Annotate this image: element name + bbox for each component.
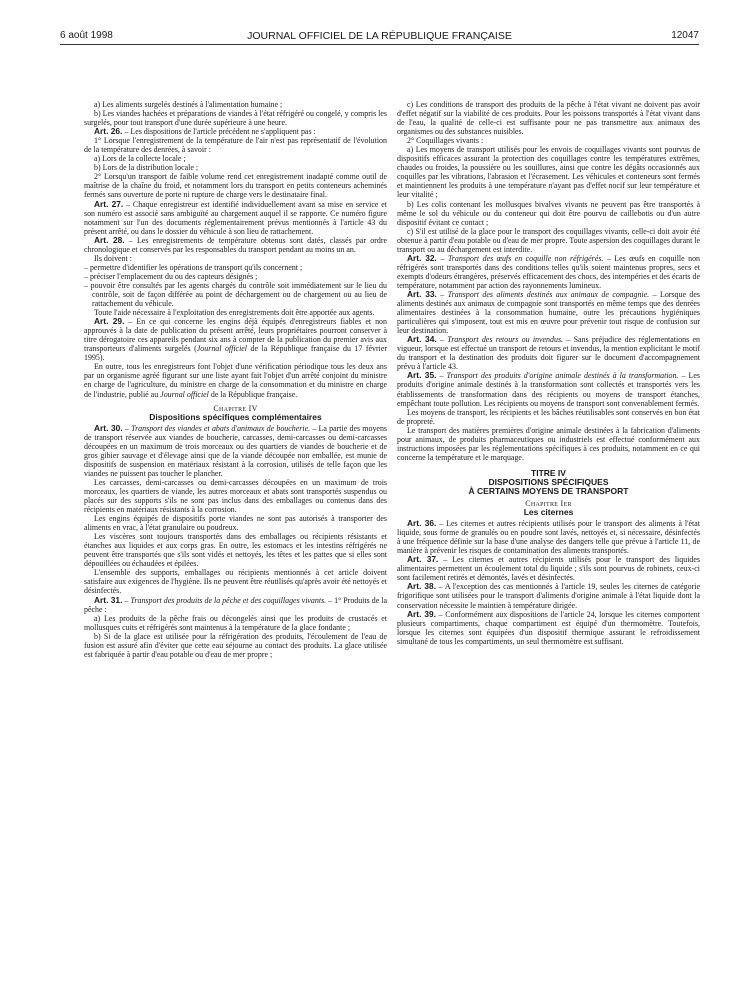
- paragraph: 2° Lorsqu'un transport de faible volume rend cet enregistrement inadapté comme outil de maîtrise de la chaîne du froid, et notamment lors du transport en petits conteneurs acheminés fermés sans ouverture de porte ni rupture de charge vers le destinataire final.: [84, 172, 387, 200]
- article-33: Art. 33. – Transport des aliments destinés aux animaux de compagnie. – Lorsque des aliments destinés aux animaux de compagnie sont transportés en même temps que des denrées alimentaires destinées à la consommation humaine, outre les précautions hygiéniques particulières qui s'imposent, tout est mis en œuvre pour prévenir tout risque de confusion sur leur destination.: [397, 288, 700, 336]
- paragraph: a) Les produits de la pêche frais ou décongelés ainsi que les produits de crustacés et mollusques cuits et réfrigérés sont maintenus à la température de la glace fondante ;: [84, 613, 387, 632]
- list-item: – préciser l'emplacement du ou des capteurs désignés ;: [84, 271, 258, 281]
- right-column: [397, 100, 700, 646]
- list-item: – pouvoir être consultés par les agents chargés du contrôle soit immédiatement sur le lieu du contrôle, soit de façon différée au point de déchargement ou de chargement ou au lieu de rattachement du véhicule.: [84, 280, 387, 309]
- article-text: – Sans préjudice des réglementations en vigueur, lorsque est effectué un transport de retours et invendus, la mention explicitant le motif du transport et la destination des produits doit figurer sur le document d'accompagnement prévu à l'article 43.: [397, 335, 700, 372]
- article-label: Art. 26.: [94, 126, 123, 137]
- paragraph: a) Lors de la collecte locale ;: [94, 154, 186, 164]
- article-label: Art. 29.: [94, 316, 125, 327]
- journal-reference: Journal officiel: [196, 344, 248, 354]
- title-heading: TITRE IV: [531, 467, 566, 478]
- article-text: – Lorsque des aliments destinés aux animaux de compagnie sont transportés en même temps que des denrées alimentaires destinées à la consommation humaine, outre les précautions hygiéniques particulières qui s'imposent, tout est mis en œuvre pour prévenir tout risque de confusion sur leur destination.: [397, 289, 700, 336]
- paragraph: Les carcasses, demi-carcasses ou demi-carcasses découpées en un maximum de trois morceaux, les quartiers de viande, les autres morceaux et abats sont transportés suspendus ou placés sur des supports s'ils ne sont pas inclus dans des emballages ou contenus dans des récipients en matériaux résistants à la corrosion.: [84, 477, 387, 515]
- article-heading: Transport des œufs en coquille non réfrigérés.: [447, 253, 604, 263]
- paragraph: Les moyens de transport, les récipients et les bâches réutilisables sont conservés en bon état de propreté.: [397, 407, 700, 426]
- paragraph: [84, 362, 387, 398]
- article-label: Art. 37.: [407, 554, 439, 565]
- paragraph-text: En outre, tous les enregistreurs font l'objet d'une vérification périodique tous les deux ans par un organisme agréé figurant sur une liste ayant fait l'objet d'un arrêté conjoint du ministre en charge de l'agriculture, du ministre en charge de la consommation et du ministre en charge de l'industrie, publié au: [84, 362, 387, 399]
- journal-reference: Journal officiel: [160, 389, 209, 399]
- article-text: – Les produits d'origine animale destinés à la transformation sont collectés et transportés vers les établissements de transformation dans des récipients ou moyens de transport étanches, empêchant toute pollution. Les récipients ou moyens de transport sont convenablement fermés.: [397, 371, 700, 408]
- article-text: – Les dispositions de l'article précédent ne s'appliquent pas :: [122, 127, 316, 137]
- paragraph: 1° Lorsque l'enregistrement de la température de l'air n'est pas représentatif de l'évolution de la température des denrées, à savoir :: [84, 136, 387, 155]
- article-label: Art. 39.: [407, 608, 437, 619]
- article-38: [397, 582, 700, 609]
- article-text: – Les enregistrements de température obtenus sont datés, classés par ordre chronologique et conservés par les responsables du transport pendant au moins un an.: [84, 235, 387, 254]
- article-32: Art. 32. – Transport des œufs en coquille non réfrigérés. – Les œufs en coquille non réfrigérés sont transportés dans des conditions telles qu'ils soient maintenus propres, secs et exempts d'odeurs étrangères, préservés efficacement des chocs, des intempéries et des écarts de température, notamment par action des rayonnements lumineux.: [397, 252, 701, 290]
- chapter-subtitle: Dispositions spécifiques complémentaires: [149, 411, 322, 422]
- article-label: Art. 32.: [407, 252, 437, 263]
- article-30: Art. 30. – Transport des viandes et abats d'animaux de boucherie. – La partie des moyens de transport réservée aux viandes de boucherie, carcasses, demi-carcasses ou demi-carcasses découpées en un maximum de trois morceaux ou des quartiers de viandes de boucherie et de gros gibier sauvage et d'élevage ainsi que de la viande découpée non emballée, est munie de dispositifs de suspension en matériaux résistant à la corrosion, utilisés de telle façon que les viandes ne puissent pas toucher le plancher.: [84, 422, 387, 478]
- paragraph: 2° Coquillages vivants :: [407, 136, 484, 146]
- list-item: – permettre d'identifier les opérations de transport qu'ils concernent ;: [84, 262, 303, 272]
- article-label: Art. 33.: [407, 288, 437, 299]
- chapter-title: Chapitre IV: [213, 403, 258, 413]
- title-subheading: DISPOSITIONS SPÉCIFIQUES: [488, 476, 609, 487]
- article-text: – Les citernes et autres récipients utilisés pour le transport des liquides alimentaires permettent un écoulement total du liquide ; s'ils sont pourvus de robinets, ceux-ci sont facilement retirés et démontés, lavés et désinfectés.: [397, 555, 700, 583]
- paragraph-text: de la République française.: [208, 389, 298, 399]
- article-label: Art. 27.: [94, 198, 124, 209]
- article-text: – Chaque enregistreur est identifié individuellement avant sa mise en service et son numéro est associé sans ambiguïté au chargement auquel il se rapporte. Ce numéro figure notamment sur l'un des documents réglementairement prévus mentionnés à l'article 43 du présent arrêté, ou dans le dossier du véhicule à son lieu de rattachement.: [84, 199, 387, 236]
- paragraph: Ils doivent :: [94, 253, 132, 263]
- article-37: [397, 555, 700, 582]
- title-subheading: À CERTAINS MOYENS DE TRANSPORT: [468, 485, 629, 496]
- article-29: [84, 317, 387, 362]
- article-heading: Transport des retours ou invendus.: [447, 335, 564, 345]
- chapter-subtitle: Les citernes: [523, 507, 574, 518]
- article-31: Art. 31. – Transport des produits de la pêche et des coquillages vivants. – 1° Produits de la pêche :: [84, 594, 387, 614]
- paragraph: b) Les viandes hachées et préparations de viandes à l'état réfrigéré ou congelé, y compris les surgelés, pour tout transport d'une durée supérieure à une heure.: [84, 109, 387, 128]
- article-36: [397, 519, 700, 555]
- paragraph: a) Les moyens de transport utilisés pour les envois de coquillages vivants sont pourvus de dispositifs efficaces assurant la protection des coquillages contre les températures extrêmes, chaudes ou froides, la poussière ou les souillures, ainsi que contre les dégâts occasionnés aux coquilles par les vibrations, l'abrasion et l'écrasement. Les véhicules et conteneurs sont fermés et maintiennent les produits à une température n'ayant pas d'effet nocif sur leur température et leur vitalité ;: [397, 145, 700, 200]
- article-26: [84, 127, 387, 136]
- article-text: de la République française du 17 février 1995).: [84, 344, 388, 363]
- article-28: [84, 236, 387, 254]
- article-label: Art. 35.: [407, 370, 437, 381]
- paragraph: L'ensemble des supports, emballages ou récipients mentionnés à cet article doivent satisfaire aux exigences de l'hygiène. Ils ne peuvent être réutilisés qu'après avoir été nettoyés et désinfectés.: [84, 568, 387, 596]
- article-text: – 1° Produits de la pêche :: [84, 595, 387, 614]
- paragraph: b) Les colis contenant les mollusques bivalves vivants ne peuvent pas être transportés à même le sol du véhicule ou du conteneur qui doit être pourvu de caillebotis ou d'un autre dispositif évitant ce contact ;: [397, 199, 700, 227]
- article-35: Art. 35. – Transport des produits d'origine animale destinés à la transformation. – Les produits d'origine animale destinés à la transformation sont collectés et transportés vers les établissements de transformation dans des récipients ou moyens de transport étanches, empêchant toute pollution. Les récipients ou moyens de transport sont convenablement fermés.: [397, 370, 700, 408]
- header-rule: [60, 44, 699, 45]
- article-label: Art. 36.: [407, 518, 437, 529]
- paragraph: a) Les aliments surgelés destinés à l'alimentation humaine ;: [94, 100, 283, 109]
- article-text: – A l'exception des cas mentionnés à l'article 19, seules les citernes de catégorie frigorifique sont utilisées pour le transport d'aliments d'origine animale à l'état liquide dont la conservation nécessite le maintien à température dirigée.: [397, 582, 700, 610]
- article-label: Art. 30.: [94, 422, 123, 433]
- article-heading: Transport des aliments destinés aux animaux de compagnie.: [447, 289, 650, 299]
- paragraph: Les viscères sont toujours transportés dans des emballages ou récipients résistants et étanches aux liquides et aux corps gras. En outre, les estomacs et les intestins réfrigérés ne peuvent être transportés que s'ils sont vidés et nettoyés, les têtes et les pattes que si elles sont dépouillées ou échaudées et épilées.: [84, 532, 387, 569]
- header-journal-title: JOURNAL OFFICIEL DE LA RÉPUBLIQUE FRANÇAISE: [247, 30, 512, 42]
- paragraph: Toute l'aide nécessaire à l'exploitation des enregistrements doit être apportée aux agents.: [94, 308, 375, 318]
- article-label: Art. 34.: [407, 334, 437, 345]
- paragraph: b) Si de la glace est utilisée pour la réfrigération des produits, l'écoulement de l'eau de fusion est assuré afin d'éviter que cette eau séjourne au contact des produits. La glace utilisée est fabriquée à partir d'eau potable ou d'eau de mer propre ;: [84, 631, 387, 659]
- article-text: – Les œufs en coquille non réfrigérés sont transportés dans des conditions telles qu'ils soient maintenus propres, secs et exempts d'odeurs étrangères, préservés efficacement des chocs, des intempéries et des écarts de température, notamment par action des rayonnements lumineux.: [397, 253, 701, 290]
- article-label: Art. 28.: [94, 234, 125, 245]
- article-heading: Transport des produits de la pêche et des coquillages vivants.: [130, 595, 327, 605]
- paragraph: Le transport des matières premières d'origine animale destinées à la fabrication d'aliments pour animaux, de produits pharmaceutiques ou industriels est effectué conformément aux instructions imposées par les réglementations spécifiques à ces produits, notamment en ce qui concerne la température et le marquage.: [397, 425, 700, 462]
- article-34: Art. 34. – Transport des retours ou invendus. – Sans préjudice des réglementations en vigueur, lorsque est effectué un transport de retours et invendus, la mention explicitant le motif du transport et la destination des produits doit figurer sur le document d'accompagnement prévu à l'article 43.: [397, 334, 700, 372]
- article-heading: Transport des viandes et abats d'animaux de boucherie.: [131, 423, 311, 433]
- article-heading: Transport des produits d'origine animale destinés à la transformation.: [446, 371, 679, 381]
- header-date: 6 août 1998: [60, 30, 113, 41]
- left-column: [84, 100, 387, 659]
- article-text: – En ce qui concerne les engins déjà équipés d'enregistreurs fiables et non approuvés à la date de publication du présent arrêté, leurs propriétaires pourront conserver à titre dérogatoire ces appareils pendant six ans à compter de la publication du premier avis aux transporteurs d'aliments surgelés (: [84, 317, 387, 354]
- article-39: [397, 610, 700, 646]
- header-page-number: 12047: [671, 30, 699, 41]
- article-text: – Conformément aux dispositions de l'article 24, lorsque les citernes comportent plusieurs compartiments, chaque compartiment est équipé d'un thermomètre. Toutefois, lorsque les citernes sont équipées d'un dispositif thermique assurant le refroidissement simultané de tous les compartiments, un seul thermomètre est suffisant.: [397, 609, 700, 646]
- article-text: – La partie des moyens de transport réservée aux viandes de boucherie, carcasses, demi-carcasses ou demi-carcasses découpées en un maximum de trois morceaux ou des quartiers de viandes de boucherie et de gros gibier sauvage et d'élevage ainsi que de la viande découpée non emballée, est munie de dispositifs de suspension en matériaux résistant à la corrosion, utilisés de telle façon que les viandes ne puissent pas toucher le plancher.: [84, 423, 387, 478]
- paragraph: c) S'il est utilisé de la glace pour le transport des coquillages vivants, celle-ci doit avoir été obtenue à partir d'eau potable ou d'eau de mer propre. Toute aspersion des coquillages durant le transport ou au déchargement est interdite.: [397, 226, 700, 254]
- article-text: – Les citernes et autres récipients utilisés pour le transport des aliments à l'état liquide, sous forme de granulés ou en poudre sont lavés, nettoyés et, si nécessaire, désinfectés à une fréquence définie sur la base d'une analyse des dangers telle que prévue à l'article 11, de manière à prévenir les risques de contamination des aliments transportés.: [397, 519, 700, 556]
- paragraph: b) Lors de la distribution locale ;: [94, 163, 199, 173]
- article-27: [84, 200, 387, 236]
- article-label: Art. 38.: [407, 581, 437, 592]
- chapter-title: Chapitre Ier: [525, 499, 572, 509]
- paragraph: Les engins équipés de dispositifs porte viandes ne sont pas autorisés à transporter des aliments en vrac, à l'état granulaire ou poudreux.: [84, 514, 387, 533]
- paragraph: c) Les conditions de transport des produits de la pêche à l'état vivant ne doivent pas avoir d'effet négatif sur la viabilité de ces produits. Pour les poissons transportés à l'état vivant dans de l'eau, la qualité de celle-ci est suffisante pour ne pas transmettre aux animaux des organismes ou des substances nuisibles.: [397, 100, 700, 137]
- article-label: Art. 31.: [94, 594, 123, 605]
